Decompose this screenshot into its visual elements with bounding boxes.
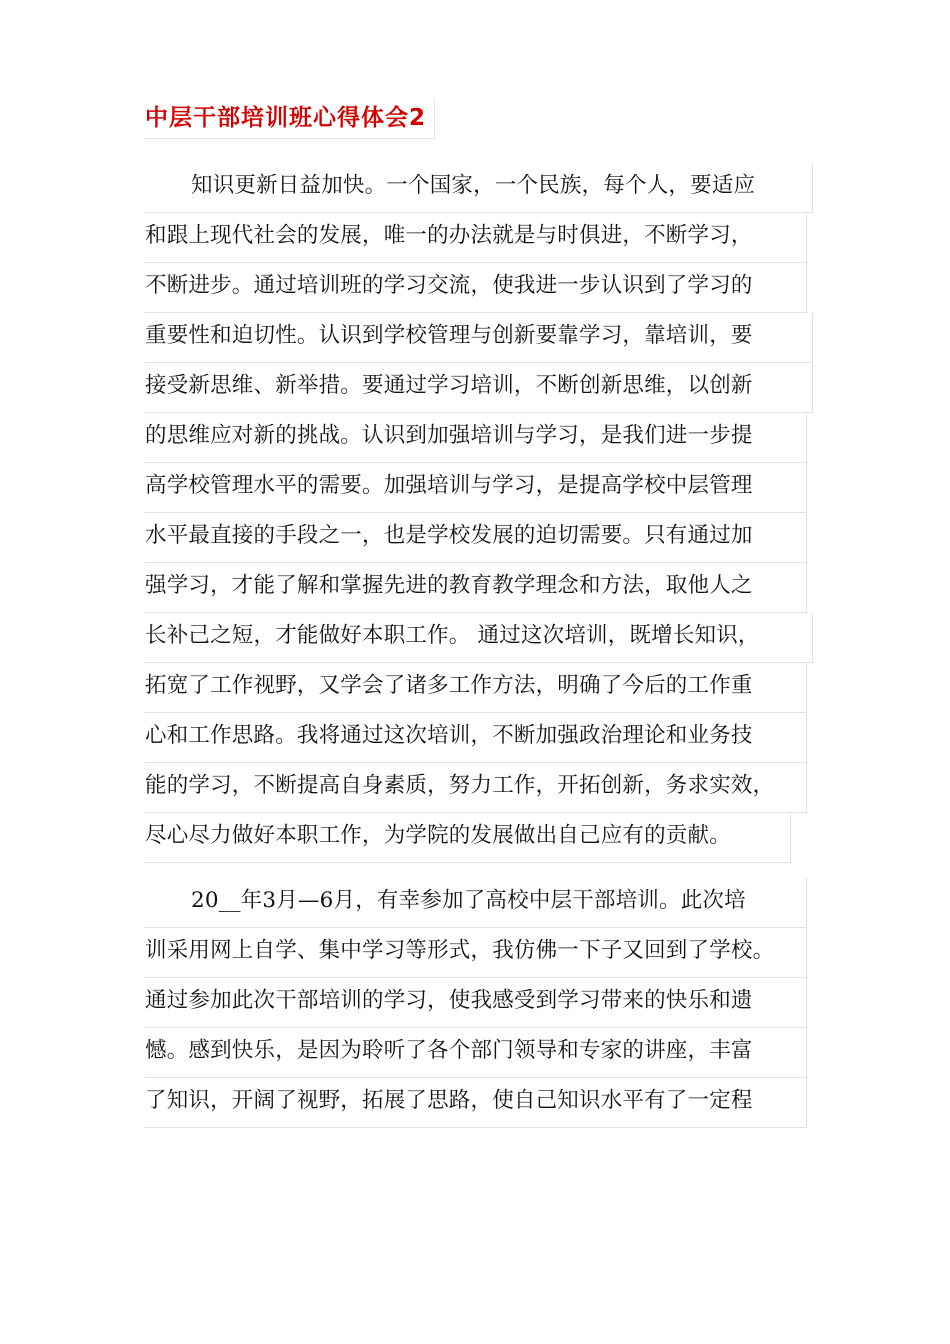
text-line: 憾。感到快乐，是因为聆听了各个部门领导和专家的讲座，丰富 [145, 1028, 807, 1078]
text-line: 知识更新日益加快。一个国家，一个民族，每个人，要适应 [145, 163, 813, 213]
text-line: 通过参加此次干部培训的学习，使我感受到学习带来的快乐和遗 [145, 978, 807, 1028]
text-line: 重要性和迫切性。认识到学校管理与创新要靠学习，靠培训，要 [145, 313, 813, 363]
text-line: 的思维应对新的挑战。认识到加强培训与学习，是我们进一步提 [145, 413, 807, 463]
text-line: 训采用网上自学、集中学习等形式，我仿佛一下子又回到了学校。 [145, 928, 807, 978]
text-line: 拓宽了工作视野，又学会了诸多工作方法，明确了今后的工作重 [145, 663, 807, 713]
text-line: 心和工作思路。我将通过这次培训，不断加强政治理论和业务技 [145, 713, 807, 763]
document-title: 中层干部培训班心得体会2 [145, 98, 435, 139]
text-line: 长补己之短，才能做好本职工作。 通过这次培训，既增长知识， [145, 613, 813, 663]
paragraph-2 [145, 878, 807, 1128]
text-line: 接受新思维、新举措。要通过学习培训，不断创新思维，以创新 [145, 363, 813, 413]
paragraph-1 [145, 163, 813, 863]
text-line: 能的学习，不断提高自身素质，努力工作，开拓创新，务求实效， [145, 763, 807, 813]
text-line: 和跟上现代社会的发展，唯一的办法就是与时俱进，不断学习， [145, 213, 807, 263]
text-line: 高学校管理水平的需要。加强培训与学习，是提高学校中层管理 [145, 463, 807, 513]
text-line: 20__年3月—6月，有幸参加了高校中层干部培训。此次培 [145, 878, 807, 928]
text-line: 不断进步。通过培训班的学习交流，使我进一步认识到了学习的 [145, 263, 807, 313]
text-line: 了知识，开阔了视野，拓展了思路，使自己知识水平有了一定程 [145, 1078, 807, 1128]
text-line: 强学习，才能了解和掌握先进的教育教学理念和方法，取他人之 [145, 563, 807, 613]
text-line: 尽心尽力做好本职工作，为学院的发展做出自己应有的贡献。 [145, 813, 791, 863]
text-line: 水平最直接的手段之一，也是学校发展的迫切需要。只有通过加 [145, 513, 807, 563]
